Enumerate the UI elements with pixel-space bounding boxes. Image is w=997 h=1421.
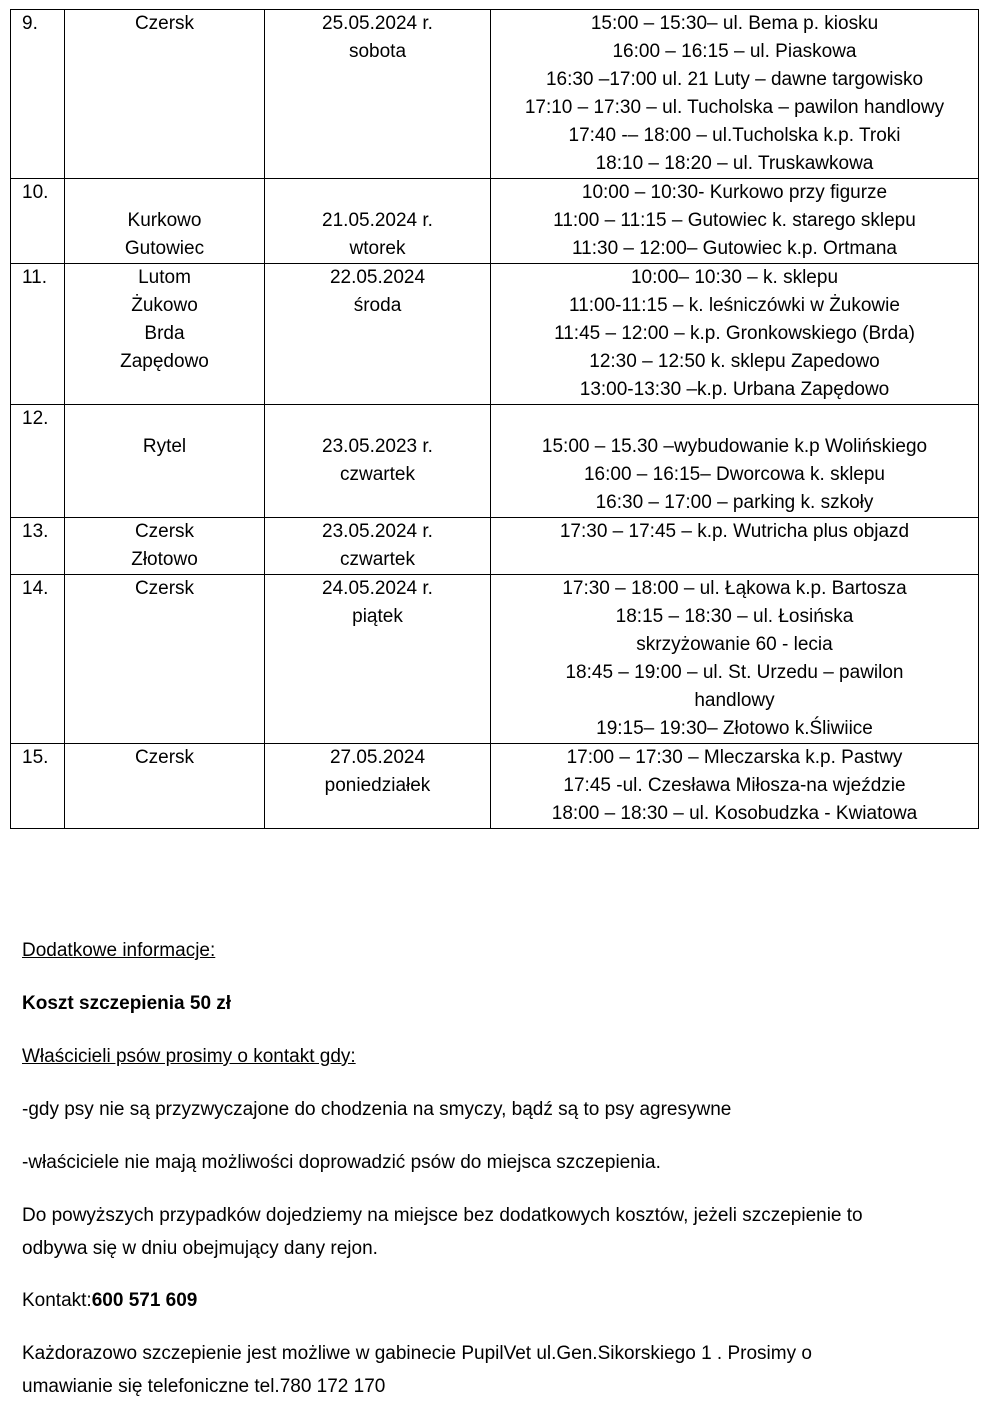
date-text: 25.05.2024 r. [322, 13, 433, 34]
place-name: Zapędowo [120, 351, 209, 372]
times-cell [491, 264, 979, 405]
date-cell [265, 264, 491, 405]
time-entry: 16:00 – 16:15– Dworcowa k. sklepu [583, 464, 885, 485]
date-cell [265, 575, 491, 744]
table-row [11, 179, 979, 264]
note-paragraph [22, 1199, 972, 1265]
time-entry: 11:00 – 11:15 – Gutowiec k. starego sklepu [553, 210, 916, 231]
times-cell [491, 575, 979, 744]
place-cell [65, 179, 265, 264]
clinic-line: Każdorazowo szczepienie jest możliwe w gabinecie PupilVet ul.Gen.Sikorskiego 1 . Prosimy o [22, 1343, 812, 1364]
case-text: -gdy psy nie są przyzwyczajone do chodzenia na smyczy, bądź są to psy agresywne [22, 1099, 732, 1120]
place-name: Czersk [134, 747, 195, 768]
place-name: Brda [144, 323, 185, 344]
row-number: 13. [11, 518, 65, 575]
times-cell [491, 518, 979, 575]
time-entry: 16:00 – 16:15 – ul. Piaskowa [612, 41, 857, 62]
times-cell [491, 179, 979, 264]
time-entry: 17:00 – 17:30 – Mleczarska k.p. Pastwy [566, 747, 903, 768]
day-text: środa [353, 295, 402, 316]
date-text: 23.05.2023 r. [322, 436, 433, 457]
place-name: Żukowo [131, 295, 198, 316]
contact-number: 600 571 609 [91, 1290, 198, 1311]
time-entry: 17:45 -ul. Czesława Miłosza-na wjeździe [563, 775, 906, 796]
time-entry: 15:00 – 15:30– ul. Bema p. kiosku [590, 13, 879, 34]
time-entry: 18:10 – 18:20 – ul. Truskawkowa [595, 153, 874, 174]
row-number: 9. [11, 10, 65, 179]
case-text: -właściciele nie mają możliwości doprowadzić psów do miejsca szczepienia. [22, 1152, 661, 1173]
row-number: 14. [11, 575, 65, 744]
time-entry: 10:00– 10:30 – k. sklepu [630, 267, 839, 288]
time-entry: skrzyżowanie 60 - lecia [636, 634, 833, 655]
place-cell [65, 10, 265, 179]
info-heading: Dodatkowe informacje: [22, 940, 216, 961]
row-number: 15. [11, 744, 65, 829]
time-entry: 18:15 – 18:30 – ul. Łosińska [615, 606, 854, 627]
date-cell [265, 744, 491, 829]
day-text: sobota [348, 41, 407, 62]
time-entry: 17:10 – 17:30 – ul. Tucholska – pawilon handlowy [524, 97, 945, 118]
time-entry: 18:00 – 18:30 – ul. Kosobudzka - Kwiatowa [551, 803, 918, 824]
date-text: 22.05.2024 [329, 267, 426, 288]
time-entry: 16:30 –17:00 ul. 21 Luty – dawne targowisko [545, 69, 924, 90]
day-text: piątek [352, 606, 403, 627]
table-row [11, 10, 979, 179]
time-entry: 18:45 – 19:00 – ul. St. Urzedu – pawilon [565, 662, 904, 683]
time-entry: 17:30 – 18:00 – ul. Łąkowa k.p. Bartosza [562, 578, 907, 599]
time-entry: 10:00 – 10:30- Kurkowo przy figurze [581, 182, 888, 203]
time-entry: 11:45 – 12:00 – k.p. Gronkowskiego (Brda) [554, 323, 915, 344]
contact-line [22, 1284, 972, 1317]
place-cell [65, 744, 265, 829]
table-row [11, 264, 979, 405]
time-entry: 12:30 – 12:50 k. sklepu Zapedowo [589, 351, 880, 372]
date-cell [265, 179, 491, 264]
table-row [11, 518, 979, 575]
date-text: 23.05.2024 r. [322, 521, 433, 542]
time-entry: 16:30 – 17:00 – parking k. szkoły [595, 492, 874, 513]
place-name: Czersk [134, 13, 195, 34]
contact-request-text: Właścicieli psów prosimy o kontakt gdy: [22, 1046, 356, 1067]
date-cell [265, 10, 491, 179]
note-line: odbywa się w dniu obejmujący dany rejon. [22, 1238, 378, 1259]
note-line: Do powyższych przypadków dojedziemy na miejsce bez dodatkowych kosztów, jeżeli szczepienie to [22, 1205, 863, 1226]
row-number: 12. [11, 405, 65, 518]
table-row [11, 575, 979, 744]
place-name: Złotowo [131, 549, 198, 570]
place-name: Rytel [142, 436, 187, 457]
time-entry: 13:00-13:30 –k.p. Urbana Zapędowo [579, 379, 890, 400]
time-entry: 11:30 – 12:00– Gutowiec k.p. Ortmana [572, 238, 897, 259]
day-text: czwartek [340, 464, 415, 485]
place-name: Kurkowo [127, 210, 202, 231]
cost-text: Koszt szczepienia 50 zł [22, 993, 232, 1014]
date-cell [265, 405, 491, 518]
time-entry: 17:30 – 17:45 – k.p. Wutricha plus objazd [559, 521, 910, 542]
time-entry: handlowy [694, 690, 775, 711]
table-row [11, 744, 979, 829]
clinic-paragraph [22, 1337, 972, 1403]
day-text: czwartek [340, 549, 415, 570]
place-cell [65, 264, 265, 405]
day-text: wtorek [349, 238, 406, 259]
place-name: Czersk [134, 521, 195, 542]
date-text: 27.05.2024 [329, 747, 426, 768]
times-cell [491, 10, 979, 179]
place-cell [65, 518, 265, 575]
place-name: Lutom [138, 267, 191, 288]
table-row [11, 405, 979, 518]
clinic-line: umawianie się telefoniczne tel.780 172 170 [22, 1376, 386, 1397]
contact-label: Kontakt: [22, 1290, 92, 1311]
time-entry: 19:15– 19:30– Złotowo k.Śliwiice [596, 718, 873, 739]
place-cell [65, 575, 265, 744]
place-name: Czersk [134, 578, 195, 599]
place-name: Gutowiec [124, 238, 205, 259]
time-entry: 11:00-11:15 – k. leśniczówki w Żukowie [569, 295, 900, 316]
row-number: 10. [11, 179, 65, 264]
date-text: 24.05.2024 r. [322, 578, 433, 599]
schedule-table [10, 9, 979, 829]
row-number: 11. [11, 264, 65, 405]
day-text: poniedziałek [324, 775, 431, 796]
times-cell [491, 405, 979, 518]
place-cell [65, 405, 265, 518]
date-cell [265, 518, 491, 575]
times-cell [491, 744, 979, 829]
date-text: 21.05.2024 r. [322, 210, 433, 231]
time-entry: 17:40 -– 18:00 – ul.Tucholska k.p. Troki [568, 125, 901, 146]
time-entry: 15:00 – 15.30 –wybudowanie k.p Wolińskiego [541, 436, 928, 457]
